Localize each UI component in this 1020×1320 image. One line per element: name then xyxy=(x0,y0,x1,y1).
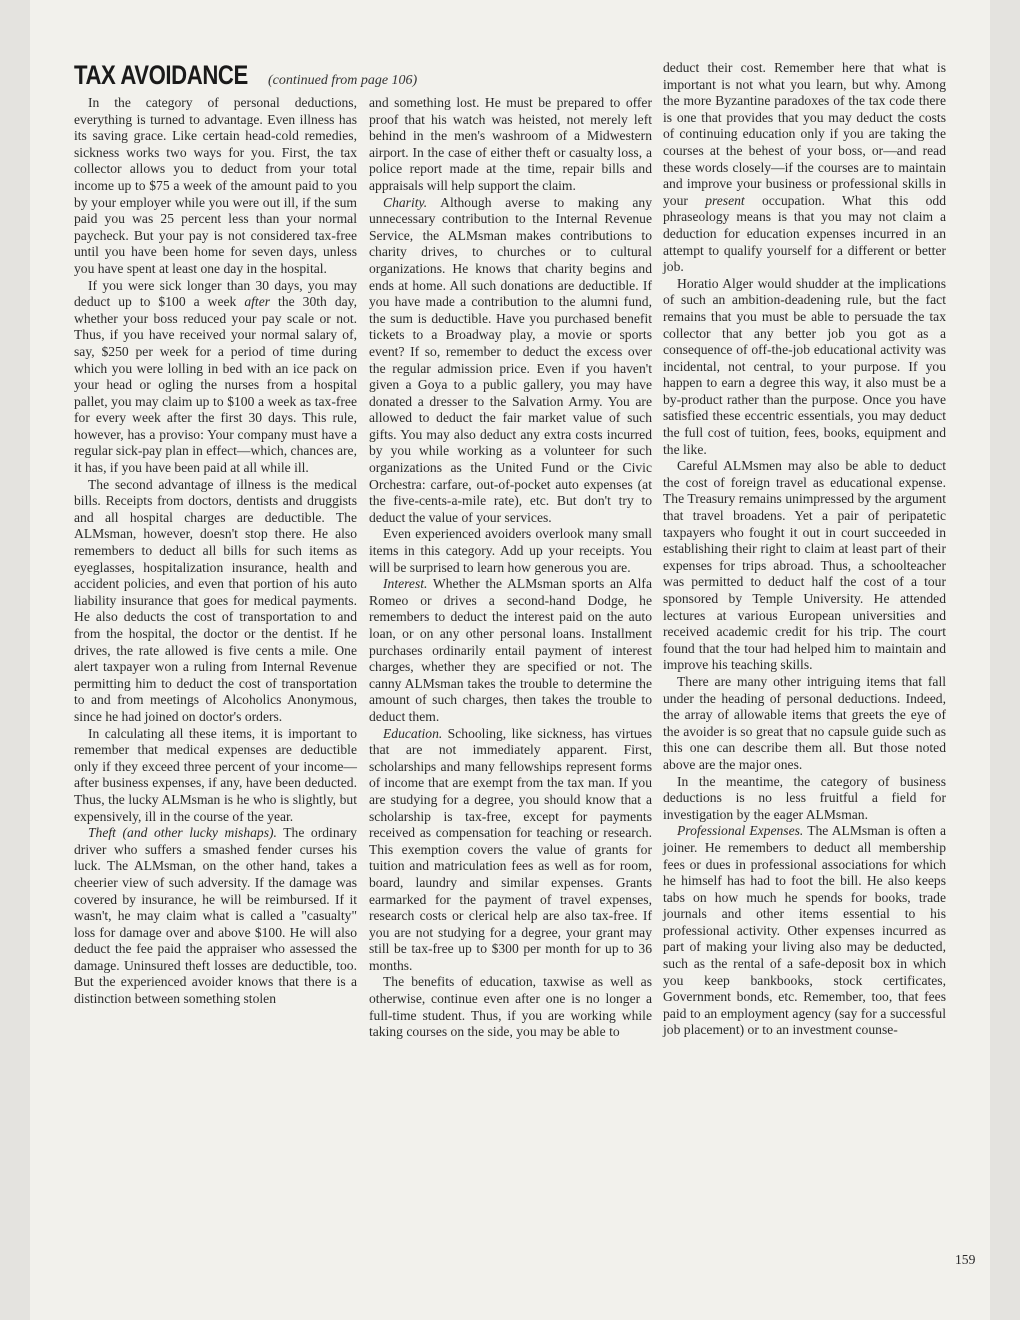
paragraph: There are many other intriguing items that fall under the heading of personal deductions. Indeed, the array of allowable items that greets the eye of the avoider is so great that no capsule guide such as this one can describe them all. But those noted above are the major ones. xyxy=(663,673,946,772)
text-column-1 xyxy=(74,95,357,1008)
paragraph: Horatio Alger would shudder at the implications of such an ambition-deadening rule, but the fact remains that you must be able to persuade the tax collector that any better job you got as a consequence of off-the-job educational activity was incidental, not central, to your purpose. If you happen to earn a degree this way, it also must be a by-product rather than the purpose. Once you have satisfied these eccentric essentials, you may deduct the full cost of tuition, fees, books, equipment and the like. xyxy=(663,275,946,457)
section-label: Theft (and other lucky mishaps). xyxy=(88,825,277,841)
magazine-page xyxy=(30,0,990,1320)
emphasis: after xyxy=(244,294,271,310)
paragraph: Education. Schooling, like sickness, has virtues that are not immediately apparent. First, scholarships and many fellowships represent forms of income that are exempt from the tax man. If you are studying for a degree, you should know that a scholarship is tax-free, except for payments received as compensation for teaching or research. This exemption covers the value of grants for tuition and matriculation fees as well as for room, board, laundry and similar expenses. Grants earmarked for the payment of travel expenses, research costs or clerical help are also tax-free. If you are not studying for a degree, your grant may still be tax-free up to $300 per month for up to 36 months. xyxy=(369,725,652,973)
paragraph: In the meantime, the category of business deductions is no less fruitful a field for investigation by the eager ALMsman. xyxy=(663,773,946,822)
page-number: 159 xyxy=(955,1252,976,1267)
paragraph: Theft (and other lucky mishaps). The ordinary driver who suffers a smashed fender curses his luck. The ALMsman, on the other hand, takes a cheerier view of such adversity. If the damage was covered by insurance, he will be reimbursed. If it wasn't, he may claim what is called a "casualty" loss for damage over and above $100. He will also deduct the fee paid the appraiser who assessed the damage. Uninsured theft losses are deductible, too. But the experienced avoider knows that there is a distinction between something stolen xyxy=(74,825,357,1007)
paragraph: Interest. Whether the ALMsman sports an Alfa Romeo or drives a second-hand Dodge, he remembers to deduct the interest paid on the auto loan, or on any other personal loans. Installment purchases ordinarily entail payment of interest charges, whether they are specified or not. The canny ALMsman takes the trouble to determine the amount of such charges, then takes the trouble to deduct them. xyxy=(369,576,652,724)
section-label: Professional Expenses. xyxy=(677,823,804,839)
paragraph: In the category of personal deductions, everything is turned to advantage. Even illness has its saving grace. Like certain head-cold remedies, sickness works two ways for you. First, the tax collector allows you to deduct from your total income up to $75 a week of the amount paid to you by your employer while you were out ill, if the sum paid you was 25 percent less than your normal paycheck. But your pay is not considered tax-free until you have been home for seven days, unless you have spent at least one day in the hospital. xyxy=(74,95,357,276)
section-label: Interest. xyxy=(383,576,428,592)
article-headline xyxy=(74,60,417,91)
paragraph: Even experienced avoiders overlook many small items in this category. Add up your receipts. You will be surprised to learn how generous you are. xyxy=(369,526,652,575)
paragraph: If you were sick longer than 30 days, you may deduct up to $100 a week after the 30th day, whether your boss reduced your pay scale or not. Thus, if you have received your normal salary of, say, $250 per week for a period of time during which you were lolling in bed with an ice pack on your head or ogling the nurses from a hospital pallet, you may claim up to $100 a week as tax-free for every week after the first 30 days. This rule, however, has a proviso: Your company must have a regular sick-pay plan in effect—which, chances are, it has, if you have been paid at all while ill. xyxy=(74,277,357,476)
text-column-3 xyxy=(663,60,946,1039)
article-title: TAX AVOIDANCE xyxy=(74,60,248,90)
paragraph: Professional Expenses. The ALMsman is often a joiner. He remembers to deduct all membership fees or dues in professional associations for which he himself has had to foot the bill. He also keeps tabs on how much he spends for books, trade journals and other items essential to his professional activity. Other expenses incurred as part of making your living also may be deducted, such as the rental of a safe-deposit box in which you keep bankbooks, stock certificates, Government bonds, etc. Remember, too, that fees paid to an employment agency (say for a successful job placement) or to an investment counse- xyxy=(663,823,946,1038)
paragraph: In calculating all these items, it is important to remember that medical expenses are deductible only if they exceed three percent of your income—after business expenses, if any, have been deducted. Thus, the lucky ALMsman is he who is slightly, but expensively, ill in the course of the year. xyxy=(74,725,357,824)
paragraph: and something lost. He must be prepared to offer proof that his watch was heisted, not merely left behind in the men's washroom of a Midwestern airport. In the case of either theft or casualty loss, a police report made at the time, repair bills and appraisals will help support the claim. xyxy=(369,95,652,193)
continued-note: (continued from page 106) xyxy=(268,73,418,88)
paragraph: Careful ALMsmen may also be able to deduct the cost of foreign travel as educational expense. The Treasury remains unimpressed by the argument that travel broadens. Yet a pair of peripatetic taxpayers who fought it out in court succeeded in establishing their right to claim at least part of their expenses for trips abroad. Thus, a schoolteacher was permitted to deduct half the cost of a tour sponsored by Temple University. He attended lectures at various European universities and received academic credit for his trip. The court found that the tour had helped him to maintain and improve his teaching skills. xyxy=(663,458,946,673)
section-label: Education. xyxy=(383,725,443,741)
paragraph: The second advantage of illness is the medical bills. Receipts from doctors, dentists and druggists and all hospital charges are deductible. The ALMsman, however, doesn't stop there. He also remembers to deduct all bills for such items as eyeglasses, hospitalization insurance, health and accident policies, and even that portion of his auto liability insurance that goes for medical payments. He also deducts the cost of transportation to and from the hospital, the doctor or the dentist. If he drives, the rate allowed is five cents a mile. One alert taxpayer won a ruling from Internal Revenue permitting him to deduct the cost of transportation to and from meetings of Alcoholics Anonymous, since he had joined on doctor's orders. xyxy=(74,476,357,724)
emphasis: present xyxy=(705,192,745,208)
paragraph: Charity. Although averse to making any unnecessary contribution to the Internal Revenue Service, the ALMsman makes contributions to charity drives, to churches or to cultural organizations. He knows that charity begins and ends at home. All such donations are deductible. If you have made a contribution to the alumni fund, the sum is deductible. Have you purchased benefit tickets to a Broadway play, a movie or sports event? If so, remember to deduct the excess over the regular admission price. Even if you haven't given a Goya to a public gallery, you may have donated a dresser to the Salvation Army. You are allowed to deduct the fair market value of such gifts. You may also deduct any extra costs incurred by you while working as a volunteer for such organizations as the United Fund or the Civic Orchestra: carfare, out-of-pocket auto expenses (at the five-cents-a-mile rate), etc. But don't try to deduct the value of your services. xyxy=(369,194,652,525)
text-column-2 xyxy=(369,95,652,1041)
section-label: Charity. xyxy=(383,194,428,210)
paragraph: The benefits of education, taxwise as well as otherwise, continue even after one is no longer a full-time student. Thus, if you are working while taking courses on the side, you may be able to xyxy=(369,974,652,1040)
paragraph: deduct their cost. Remember here that what is important is not what you learn, but why. Among the more Byzantine paradoxes of the tax code there is one that provides that you may deduct the costs of continuing education only if you are taking the courses at the behest of your boss, or—and read these words closely—if the courses are to maintain and improve your business or professional skills in your present occupation. What this odd phraseology means is that you may not claim a deduction for education expenses incurred in an attempt to qualify yourself for a different or better job. xyxy=(663,60,946,275)
